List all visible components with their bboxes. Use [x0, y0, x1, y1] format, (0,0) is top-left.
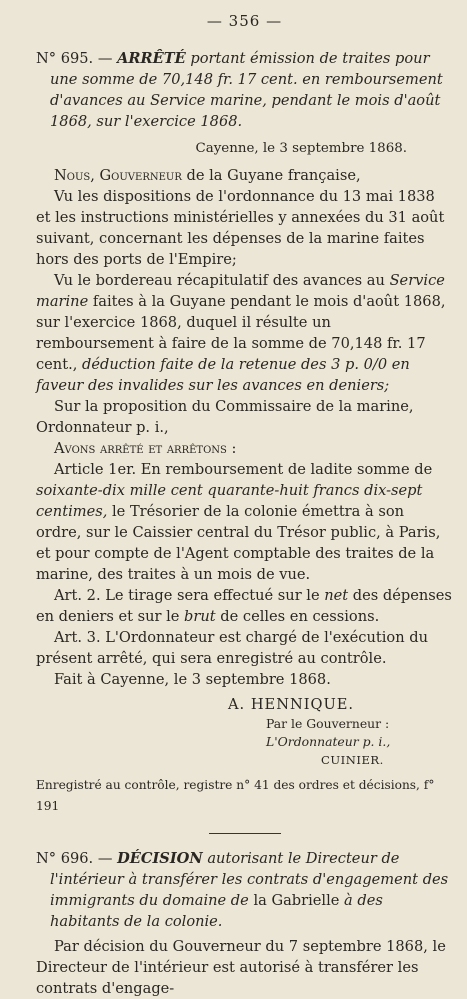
decree-695-avons: Avons arrêté et arrêtons : — [54, 440, 237, 457]
article-1-text-a: Article 1er. En remboursement de ladite somme de — [54, 461, 433, 478]
decree-695-para-2 — [36, 270, 453, 396]
registration-note: Enregistré au contrôle, registre n° 41 des ordres et décisions, f° 191 — [36, 778, 435, 813]
article-2-text-a: Art. 2. Le tirage sera effectué sur le — [54, 587, 325, 604]
article-1-italic: soixante-dix mille cent quarante-huit francs dix-sept centimes, — [36, 482, 423, 520]
ordonnateur-line: L'Ordonnateur p. i., — [266, 734, 391, 749]
decree-695-fait: Fait à Cayenne, le 3 septembre 1868. — [54, 671, 331, 688]
decision-696-body: Par décision du Gouverneur du 7 septembre 1868, le Directeur de l'intérieur est autorisé à transférer les contrats d'engage- — [36, 938, 446, 997]
decree-695-article-3: Art. 3. L'Ordonnateur est chargé de l'exécution du présent arrêté, qui sera enregistré au contrôle. — [36, 629, 428, 667]
para-2-text-a: Vu le bordereau récapitulatif des avances au — [54, 272, 390, 289]
decision-696-subject-a: autorisant le Directeur de l'intérieur à transférer les contrats d'engagement des immigrants du domaine de — [50, 850, 449, 909]
decree-695-heading — [36, 48, 453, 132]
decision-696-number: N° 696. — — [36, 850, 113, 867]
article-2-text-b: des dépenses en deniers et sur le — [36, 587, 452, 625]
decree-695-para-1: Vu les dispositions de l'ordonnance du 13 mai 1838 et les instructions ministérielles y annexées du 31 août suivant, concernant les dépenses de la marine faites hors des ports de l'Empire; — [36, 188, 445, 268]
decision-696-subject-c: à des habitants de la colonie. — [50, 892, 383, 930]
para-2-italic-b: déduction faite de la retenue des 3 p. 0/0 en faveur des invalides sur les avances en deniers; — [36, 356, 410, 394]
par-le-gouverneur: Par le Gouverneur : — [266, 716, 390, 731]
article-2-text-c: de celles en cessions. — [215, 608, 380, 625]
decree-695-intro — [36, 165, 453, 186]
decree-695-article-1 — [36, 459, 453, 585]
signature-cuinier: CUINIER. — [321, 753, 384, 767]
decree-695-date: Cayenne, le 3 septembre 1868. — [195, 141, 407, 156]
article-1-text-b: le Trésorier de la colonie émettra à son ordre, sur le Caissier central du Trésor public, à Paris, et pour compte de l'Agent comptable des traites de la marine, des traites à un mois de vue. — [36, 503, 441, 583]
article-2-italic-brut: brut — [184, 608, 216, 625]
decree-695-intro-rest: de la Guyane française, — [186, 167, 361, 184]
decree-695-subject: portant émission de traites pour une somme de 70,148 fr. 17 cent. en remboursement d'avances au Service marine, pendant le mois d'août 1868, sur l'exercice 1868. — [50, 50, 443, 130]
para-2-italic-a: Service marine — [36, 272, 445, 310]
decree-695-number: N° 695. — — [36, 50, 113, 67]
decision-696-heading — [36, 848, 453, 932]
para-2-text-b: faites à la Guyane pendant le mois d'août 1868, sur l'exercice 1868, duquel il résulte un remboursement à faire de la somme de 70,148 fr. 17 cent., — [36, 293, 446, 373]
decree-695-title: ARRÊTÉ — [117, 50, 186, 67]
decree-695-article-2 — [36, 585, 453, 627]
decree-695-para-3: Sur la proposition du Commissaire de la marine, Ordonnateur p. i., — [36, 398, 414, 436]
decree-695-intro-caps: Nous, Gouverneur — [54, 167, 182, 184]
signature-hennique: A. HENNIQUE. — [228, 696, 355, 713]
decision-696-title: DÉCISION — [117, 850, 203, 867]
article-2-italic-net: net — [324, 587, 349, 604]
decision-696-subject-b: la Gabrielle — [253, 892, 340, 909]
section-divider — [209, 833, 281, 834]
page-number: — 356 — — [206, 12, 283, 30]
